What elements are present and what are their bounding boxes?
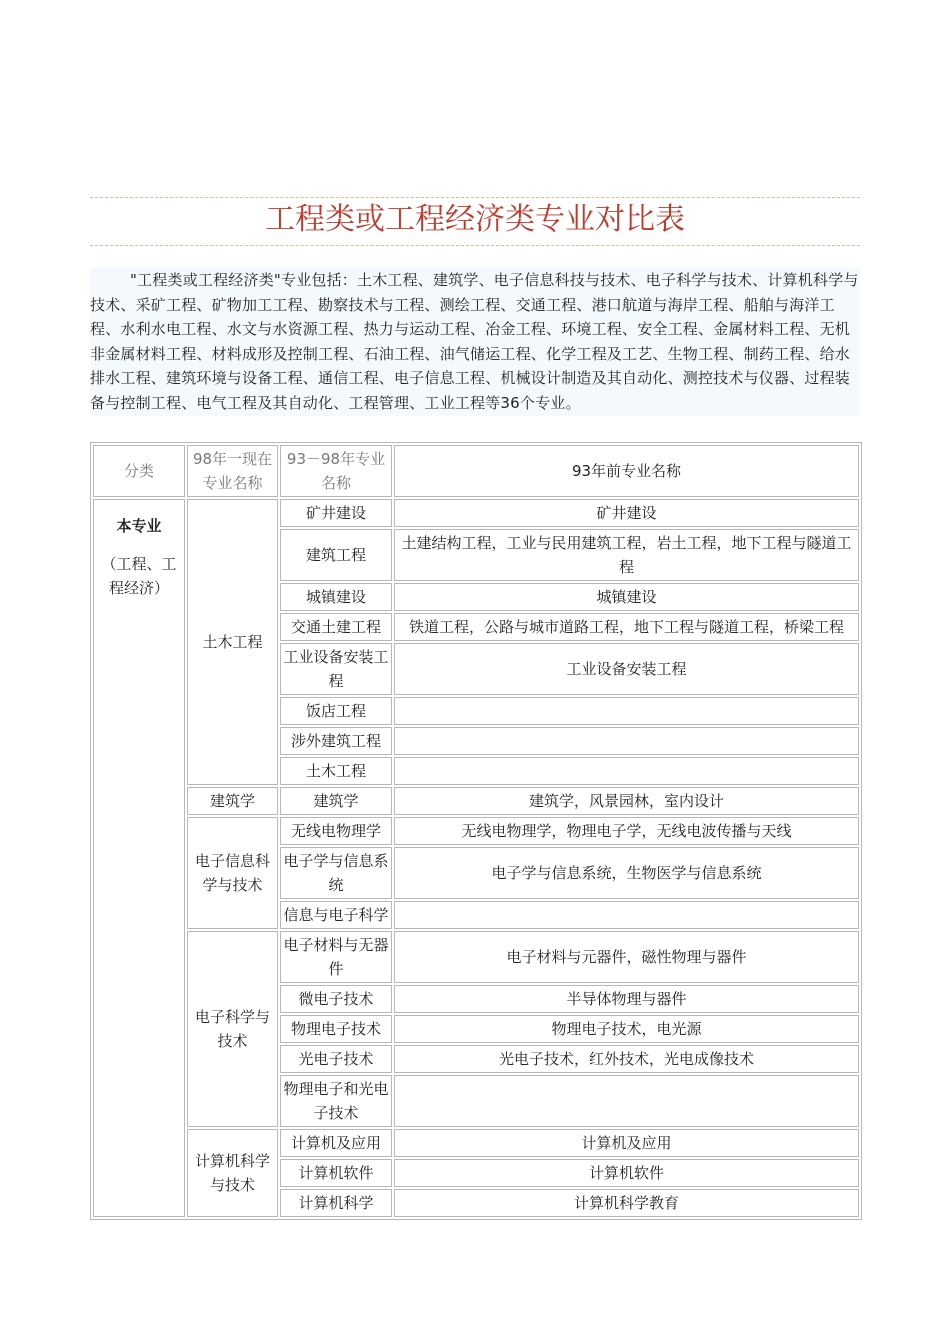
major-pre93-cell: 城镇建设 [394,583,859,611]
header-current-name: 98年一现在专业名称 [187,445,278,497]
title-top-rule [90,197,860,198]
intro-paragraph: "工程类或工程经济类"专业包括：土木工程、建筑学、电子信息科技与技术、电子科学与技术、计算机科学与技术、采矿工程、矿物加工工程、勘察技术与工程、测绘工程、交通工程、港口航道与海岸工程、船舶与海洋工程、水利水电工程、水文与水资源工程、热力与运动工程、冶金工程、环境工程、安全工程、金属材料工程、无机非金属材料工程、材料成形及控制工程、石油工程、油气储运工程、化学工程及工艺、生物工程、制药工程、给水排水工程、建筑环境与设备工程、通信工程、电子信息工程、机械设计制造及其自动化、测控技术与仪器、过程装备与控制工程、电气工程及其自动化、工程管理、工业工程等36个专业。 [90,268,860,416]
major-93-98-cell: 微电子技术 [280,985,392,1013]
table-row [93,787,859,815]
major-93-98-cell: 计算机及应用 [280,1129,392,1157]
major-93-98-cell: 电子学与信息系统 [280,847,392,899]
header-93-98-name: 93－98年专业名称 [280,445,392,497]
group-name-cell: 计算机科学与技术 [187,1129,278,1217]
major-pre93-cell: 土建结构工程，工业与民用建筑工程，岩土工程，地下工程与隧道工程 [394,529,859,581]
major-93-98-cell: 计算机科学 [280,1189,392,1217]
major-93-98-cell: 建筑工程 [280,529,392,581]
group-name-cell: 建筑学 [187,787,278,815]
major-pre93-cell: 矿井建设 [394,499,859,527]
major-93-98-cell: 饭店工程 [280,697,392,725]
major-pre93-cell: 电子材料与元器件，磁性物理与器件 [394,931,859,983]
major-93-98-cell: 计算机软件 [280,1159,392,1187]
major-pre93-cell: 半导体物理与器件 [394,985,859,1013]
major-pre93-cell: 电子学与信息系统，生物医学与信息系统 [394,847,859,899]
group-name-cell: 电子科学与技术 [187,931,278,1127]
major-pre93-cell [394,1075,859,1127]
major-pre93-cell: 工业设备安装工程 [394,643,859,695]
major-pre93-cell [394,727,859,755]
major-93-98-cell: 信息与电子科学 [280,901,392,929]
major-93-98-cell: 建筑学 [280,787,392,815]
major-93-98-cell: 城镇建设 [280,583,392,611]
title-bottom-rule [90,245,860,246]
major-93-98-cell: 物理电子技术 [280,1015,392,1043]
header-category: 分类 [93,445,185,497]
category-subtitle: （工程、工程经济） [101,555,177,597]
major-93-98-cell: 土木工程 [280,757,392,785]
major-93-98-cell: 物理电子和光电子技术 [280,1075,392,1127]
category-title: 本专业 [116,517,162,535]
major-93-98-cell: 电子材料与无器件 [280,931,392,983]
table-row [93,499,859,527]
major-pre93-cell: 铁道工程，公路与城市道路工程，地下工程与隧道工程，桥梁工程 [394,613,859,641]
major-93-98-cell: 无线电物理学 [280,817,392,845]
table-header-row [93,445,859,497]
major-93-98-cell: 矿井建设 [280,499,392,527]
major-pre93-cell: 物理电子技术，电光源 [394,1015,859,1043]
major-pre93-cell [394,697,859,725]
major-pre93-cell [394,757,859,785]
header-pre93-name: 93年前专业名称 [394,445,859,497]
table-row [93,931,859,983]
major-pre93-cell: 计算机科学教育 [394,1189,859,1217]
group-name-cell: 电子信息科学与技术 [187,817,278,929]
major-pre93-cell [394,901,859,929]
major-pre93-cell: 无线电物理学，物理电子学，无线电波传播与天线 [394,817,859,845]
table-row [93,1129,859,1157]
major-pre93-cell: 光电子技术，红外技术，光电成像技术 [394,1045,859,1073]
table-row [93,817,859,845]
group-name-cell: 土木工程 [187,499,278,785]
major-93-98-cell: 涉外建筑工程 [280,727,392,755]
major-pre93-cell: 计算机软件 [394,1159,859,1187]
table-body [93,445,859,1217]
major-93-98-cell: 光电子技术 [280,1045,392,1073]
major-comparison-table [90,442,862,1220]
category-cell [93,499,185,1217]
page-title: 工程类或工程经济类专业对比表 [265,202,685,237]
major-pre93-cell: 计算机及应用 [394,1129,859,1157]
major-93-98-cell: 交通土建工程 [280,613,392,641]
major-93-98-cell: 工业设备安装工程 [280,643,392,695]
major-pre93-cell: 建筑学，风景园林，室内设计 [394,787,859,815]
